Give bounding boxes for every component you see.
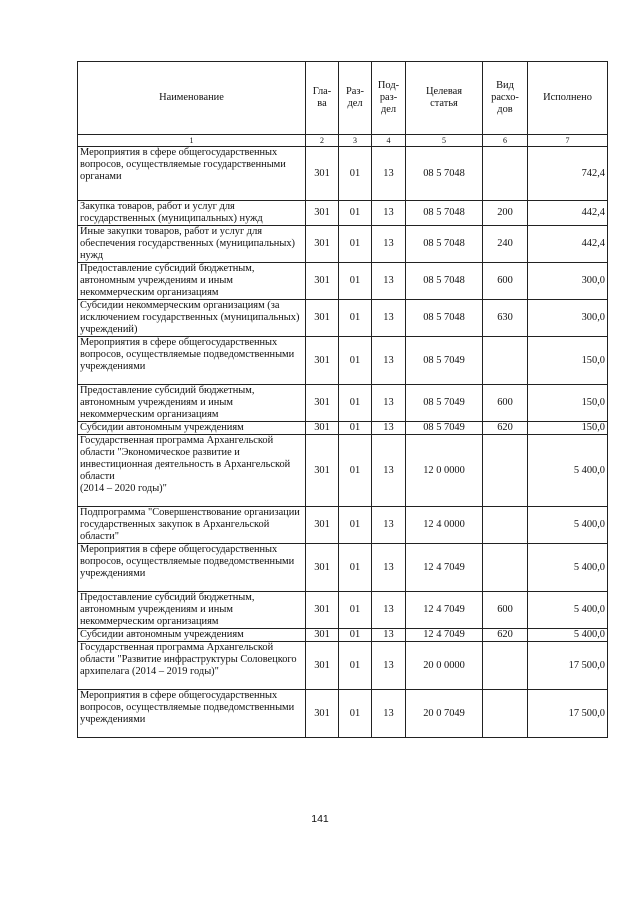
- row-statya: 08 5 7048: [406, 201, 483, 226]
- row-glava: 301: [306, 642, 339, 690]
- row-vid: 240: [483, 226, 528, 263]
- row-vid: 620: [483, 629, 528, 642]
- row-glava: 301: [306, 690, 339, 738]
- row-statya: 12 0 0000: [406, 435, 483, 507]
- row-glava: 301: [306, 435, 339, 507]
- row-glava: 301: [306, 385, 339, 422]
- table-row: [78, 690, 608, 738]
- table-row: [78, 226, 608, 263]
- row-razdel: 01: [339, 263, 372, 300]
- table-row: [78, 201, 608, 226]
- row-vid: [483, 435, 528, 507]
- table-row: [78, 300, 608, 337]
- row-razdel: 01: [339, 435, 372, 507]
- column-number: 1: [78, 135, 306, 147]
- row-vid: 200: [483, 201, 528, 226]
- row-podrazdel: 13: [372, 592, 406, 629]
- column-number: 4: [372, 135, 406, 147]
- row-amount: 150,0: [528, 422, 608, 435]
- row-amount: 17 500,0: [528, 690, 608, 738]
- table-row: [78, 422, 608, 435]
- row-name: Иные закупки товаров, работ и услуг для обеспечения государственных (муниципальных) нужд: [78, 226, 306, 263]
- row-razdel: 01: [339, 385, 372, 422]
- row-glava: 301: [306, 544, 339, 592]
- row-glava: 301: [306, 592, 339, 629]
- row-razdel: 01: [339, 642, 372, 690]
- row-statya: 12 4 7049: [406, 592, 483, 629]
- row-razdel: 01: [339, 337, 372, 385]
- header-glava: Гла- ва: [306, 62, 339, 135]
- row-amount: 150,0: [528, 385, 608, 422]
- row-statya: 08 5 7048: [406, 300, 483, 337]
- row-podrazdel: 13: [372, 201, 406, 226]
- header-statya: Целевая статья: [406, 62, 483, 135]
- row-vid: [483, 642, 528, 690]
- table-row: [78, 385, 608, 422]
- row-podrazdel: 13: [372, 422, 406, 435]
- row-razdel: 01: [339, 422, 372, 435]
- column-number: 3: [339, 135, 372, 147]
- row-podrazdel: 13: [372, 690, 406, 738]
- row-name: Субсидии некоммерческим организациям (за исключением государственных (муниципальных) учреждений): [78, 300, 306, 337]
- table-row: [78, 435, 608, 507]
- row-vid: 600: [483, 592, 528, 629]
- budget-table: [77, 61, 608, 738]
- row-name: Государственная программа Архангельской области "Экономическое развитие и инвестиционная деятельность в Архангельской области (2014 – 2020 годы)": [78, 435, 306, 507]
- row-vid: [483, 337, 528, 385]
- row-glava: 301: [306, 226, 339, 263]
- table-row: [78, 642, 608, 690]
- page-number: 141: [311, 813, 329, 825]
- table-row: [78, 544, 608, 592]
- table-body: [78, 147, 608, 738]
- row-podrazdel: 13: [372, 263, 406, 300]
- row-razdel: 01: [339, 507, 372, 544]
- row-podrazdel: 13: [372, 507, 406, 544]
- row-statya: 08 5 7049: [406, 385, 483, 422]
- row-vid: 620: [483, 422, 528, 435]
- row-podrazdel: 13: [372, 642, 406, 690]
- row-glava: 301: [306, 201, 339, 226]
- row-statya: 08 5 7048: [406, 226, 483, 263]
- table-row: [78, 337, 608, 385]
- column-number: 5: [406, 135, 483, 147]
- row-vid: 600: [483, 263, 528, 300]
- row-podrazdel: 13: [372, 300, 406, 337]
- row-vid: [483, 544, 528, 592]
- row-amount: 17 500,0: [528, 642, 608, 690]
- row-statya: 20 0 0000: [406, 642, 483, 690]
- row-amount: 5 400,0: [528, 592, 608, 629]
- row-statya: 20 0 7049: [406, 690, 483, 738]
- row-amount: 5 400,0: [528, 544, 608, 592]
- header-vid: Вид расхо- дов: [483, 62, 528, 135]
- row-statya: 08 5 7049: [406, 337, 483, 385]
- row-statya: 08 5 7048: [406, 263, 483, 300]
- row-razdel: 01: [339, 592, 372, 629]
- row-amount: 150,0: [528, 337, 608, 385]
- row-razdel: 01: [339, 300, 372, 337]
- row-razdel: 01: [339, 201, 372, 226]
- row-name: Предоставление субсидий бюджетным, автономным учреждениям и иным некоммерческим организациям: [78, 592, 306, 629]
- header-row: [78, 62, 608, 135]
- table-row: [78, 263, 608, 300]
- row-podrazdel: 13: [372, 629, 406, 642]
- row-statya: 08 5 7049: [406, 422, 483, 435]
- row-name: Закупка товаров, работ и услуг для государственных (муниципальных) нужд: [78, 201, 306, 226]
- row-vid: [483, 507, 528, 544]
- row-name: Предоставление субсидий бюджетным, автономным учреждениям и иным некоммерческим организациям: [78, 385, 306, 422]
- row-podrazdel: 13: [372, 337, 406, 385]
- row-name: Предоставление субсидий бюджетным, автономным учреждениям и иным некоммерческим организациям: [78, 263, 306, 300]
- row-amount: 300,0: [528, 300, 608, 337]
- row-name: Мероприятия в сфере общегосударственных вопросов, осуществляемые подведомственными учреждениями: [78, 337, 306, 385]
- row-name: Мероприятия в сфере общегосударственных вопросов, осуществляемые государственными органами: [78, 147, 306, 201]
- header-amount: Исполнено: [528, 62, 608, 135]
- row-amount: 300,0: [528, 263, 608, 300]
- row-glava: 301: [306, 337, 339, 385]
- row-amount: 5 400,0: [528, 629, 608, 642]
- table-row: [78, 629, 608, 642]
- column-number: 7: [528, 135, 608, 147]
- row-amount: 442,4: [528, 201, 608, 226]
- row-glava: 301: [306, 263, 339, 300]
- row-podrazdel: 13: [372, 226, 406, 263]
- row-podrazdel: 13: [372, 147, 406, 201]
- row-glava: 301: [306, 300, 339, 337]
- row-amount: 5 400,0: [528, 435, 608, 507]
- row-name: Подпрограмма "Совершенствование организации государственных закупок в Архангельской области": [78, 507, 306, 544]
- row-amount: 442,4: [528, 226, 608, 263]
- header-razdel: Раз- дел: [339, 62, 372, 135]
- row-vid: [483, 690, 528, 738]
- row-statya: 12 4 0000: [406, 507, 483, 544]
- row-vid: 630: [483, 300, 528, 337]
- row-razdel: 01: [339, 147, 372, 201]
- row-podrazdel: 13: [372, 435, 406, 507]
- row-razdel: 01: [339, 544, 372, 592]
- row-glava: 301: [306, 629, 339, 642]
- column-number-row: [78, 135, 608, 147]
- row-statya: 12 4 7049: [406, 544, 483, 592]
- row-statya: 12 4 7049: [406, 629, 483, 642]
- row-amount: 742,4: [528, 147, 608, 201]
- row-amount: 5 400,0: [528, 507, 608, 544]
- header-podrazdel: Под- раз- дел: [372, 62, 406, 135]
- row-name: Мероприятия в сфере общегосударственных вопросов, осуществляемые подведомственными учреждениями: [78, 690, 306, 738]
- row-glava: 301: [306, 147, 339, 201]
- row-name: Субсидии автономным учреждениям: [78, 422, 306, 435]
- row-name: Государственная программа Архангельской области "Развитие инфраструктуры Соловецкого архипелага (2014 – 2019 годы)": [78, 642, 306, 690]
- row-glava: 301: [306, 507, 339, 544]
- header-name: Наименование: [78, 62, 306, 135]
- row-razdel: 01: [339, 690, 372, 738]
- row-vid: [483, 147, 528, 201]
- table-row: [78, 147, 608, 201]
- row-razdel: 01: [339, 226, 372, 263]
- row-razdel: 01: [339, 629, 372, 642]
- table-row: [78, 592, 608, 629]
- row-name: Субсидии автономным учреждениям: [78, 629, 306, 642]
- row-glava: 301: [306, 422, 339, 435]
- row-podrazdel: 13: [372, 385, 406, 422]
- column-number: 2: [306, 135, 339, 147]
- row-name: Мероприятия в сфере общегосударственных вопросов, осуществляемые подведомственными учреждениями: [78, 544, 306, 592]
- table-row: [78, 507, 608, 544]
- row-statya: 08 5 7048: [406, 147, 483, 201]
- column-number: 6: [483, 135, 528, 147]
- row-podrazdel: 13: [372, 544, 406, 592]
- row-vid: 600: [483, 385, 528, 422]
